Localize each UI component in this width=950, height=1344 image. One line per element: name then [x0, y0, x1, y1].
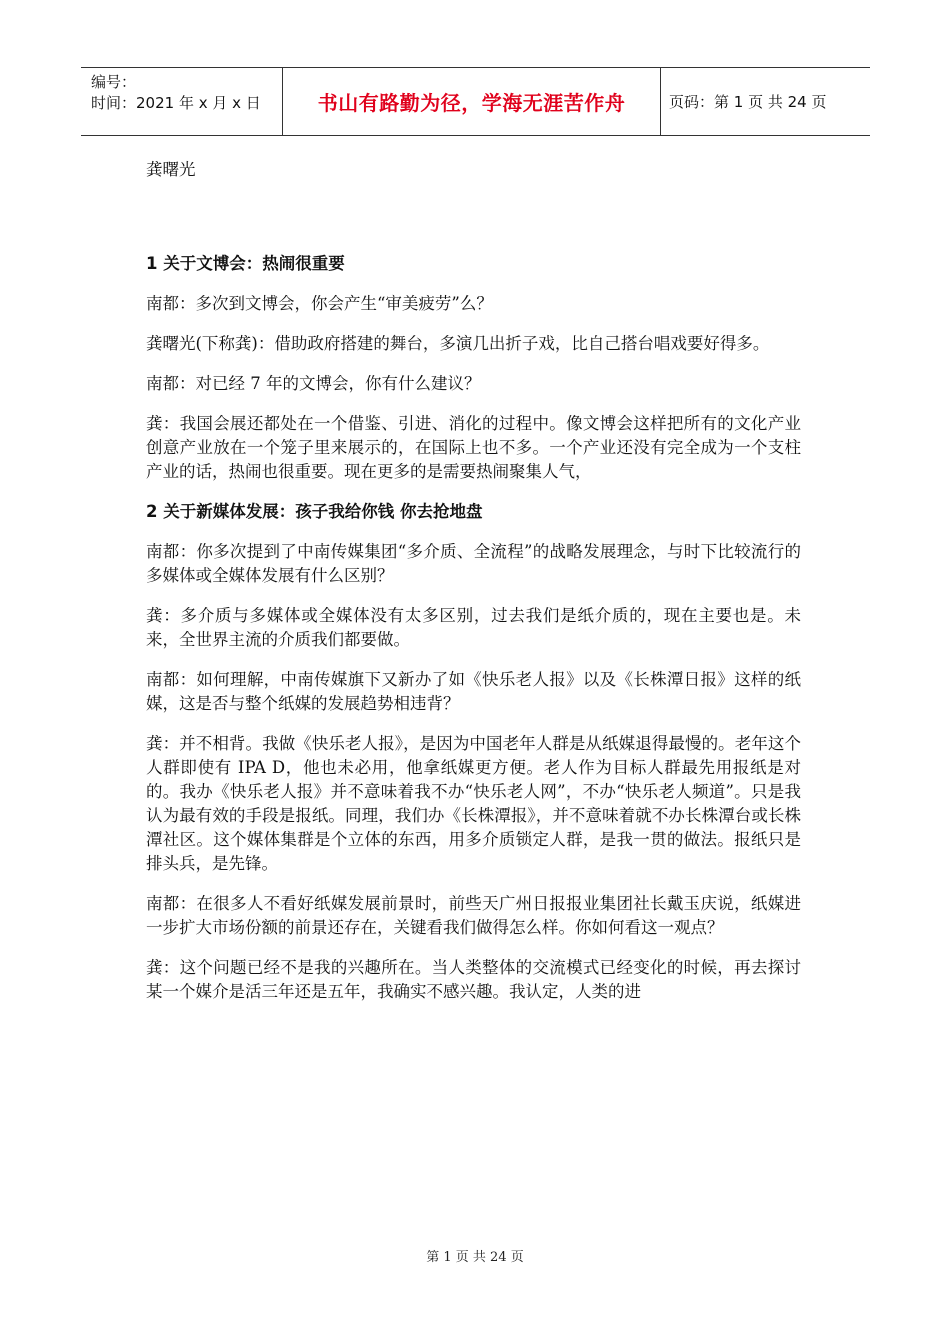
paragraph: 龚：这个问题已经不是我的兴趣所在。当人类整体的交流模式已经变化的时候，再去探讨某一个媒介是活三年还是五年，我确实不感兴趣。我认定，人类的进	[146, 958, 801, 1001]
paragraph: 龚：并不相背。我做《快乐老人报》，是因为中国老年人群是从纸媒退得最慢的。老年这个人群即使有 IPA D，他也未必用，他拿纸媒更方便。老人作为目标人群最先用报纸是对的。我办《快乐老人报》并不意味着我不办“快乐老人网”，不办“快乐老人频道”。只是我认为最有效的手段是报纸。同理，我们办《长株潭报》，并不意味着就不办长株潭台或长株潭社区。这个媒体集群是个立体的东西，用多介质锁定人群，是我一贯的做法。报纸只是排头兵，是先锋。	[146, 734, 801, 873]
paragraph: 龚：我国会展还都处在一个借鉴、引进、消化的过程中。像文博会这样把所有的文化产业创意产业放在一个笼子里来展示的，在国际上也不多。一个产业还没有完全成为一个支柱产业的话，热闹也很重要。现在更多的是需要热闹聚集人气，	[146, 414, 801, 481]
section-1	[146, 252, 801, 484]
date-label: 时间：2021 年 x 月 x 日	[91, 94, 261, 112]
document-body	[146, 158, 801, 1020]
header-table	[81, 67, 870, 136]
section-title: 1 关于文博会：热闹很重要	[146, 254, 345, 273]
paragraph: 南都：如何理解，中南传媒旗下又新办了如《快乐老人报》以及《长株潭日报》这样的纸媒，这是否与整个纸媒的发展趋势相违背？	[146, 670, 801, 713]
header-page-cell	[661, 68, 870, 135]
section-2	[146, 500, 801, 1004]
page-info: 页码：第 1 页 共 24 页	[669, 93, 827, 111]
paragraph: 龚曙光(下称龚)：借助政府搭建的舞台，多演几出折子戏，比自己搭台唱戏要好得多。	[146, 334, 770, 353]
header-motto-cell	[283, 68, 661, 135]
section-title: 2 关于新媒体发展：孩子我给你钱 你去抢地盘	[146, 502, 483, 521]
paragraph: 南都：对已经 7 年的文博会，你有什么建议？	[146, 374, 481, 393]
page-footer: 第 1 页 共 24 页	[426, 1250, 524, 1265]
paragraph: 南都：你多次提到了中南传媒集团“多介质、全流程”的战略发展理念，与时下比较流行的多媒体或全媒体发展有什么区别？	[146, 542, 801, 585]
header-meta-cell	[81, 68, 283, 135]
motto-text: 书山有路勤为径，学海无涯苦作舟	[317, 91, 626, 115]
paragraph: 龚：多介质与多媒体或全媒体没有太多区别，过去我们是纸介质的，现在主要也是。未来，全世界主流的介质我们都要做。	[146, 606, 801, 649]
paragraph: 南都：多次到文博会，你会产生“审美疲劳”么？	[146, 294, 493, 313]
paragraph: 南都：在很多人不看好纸媒发展前景时，前些天广州日报报业集团社长戴玉庆说，纸媒进一步扩大市场份额的前景还存在，关键看我们做得怎么样。你如何看这一观点？	[146, 894, 801, 937]
number-label: 编号：	[91, 73, 137, 91]
author-name: 龚曙光	[146, 160, 196, 179]
